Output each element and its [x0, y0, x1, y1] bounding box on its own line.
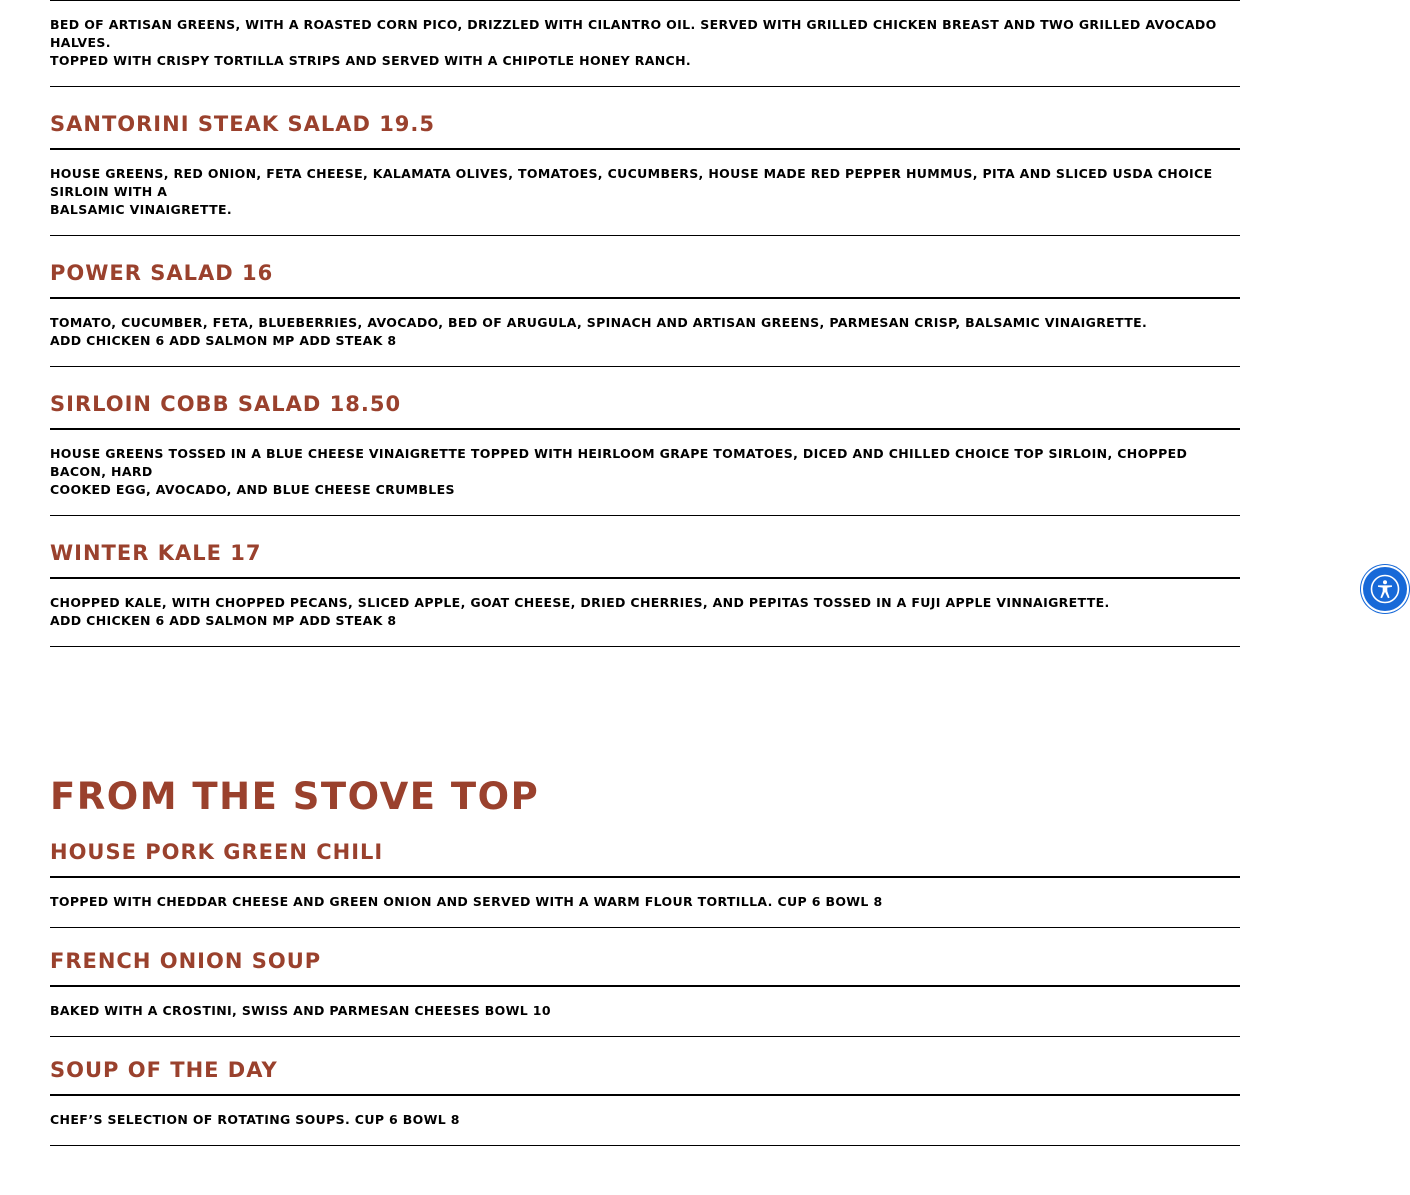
- description-line: TOPPED WITH CHEDDAR CHEESE AND GREEN ONION AND SERVED WITH A WARM FLOUR TORTILLA. CUP 6 BOWL 8: [50, 894, 883, 909]
- item-description: [50, 314, 1240, 350]
- accessibility-button[interactable]: [1363, 567, 1407, 611]
- item-description: [50, 893, 1240, 911]
- menu-item-house-pork-green-chili: [50, 819, 1240, 928]
- item-title: SOUP OF THE DAY: [50, 1057, 1240, 1096]
- item-description: [50, 1002, 1240, 1020]
- item-title: HOUSE PORK GREEN CHILI: [50, 839, 1240, 878]
- item-title: POWER SALAD 16: [50, 260, 1240, 299]
- menu-item-soup-of-the-day: [50, 1037, 1240, 1146]
- salad-description-partial: [50, 1, 1240, 87]
- item-description: [50, 165, 1240, 219]
- item-description-block: [50, 1096, 1240, 1146]
- item-description-block: [50, 878, 1240, 928]
- item-description-block: [50, 430, 1240, 516]
- item-title: SANTORINI STEAK SALAD 19.5: [50, 111, 1240, 150]
- menu-item-sirloin-cobb-salad: [50, 367, 1240, 516]
- section-title: FROM THE STOVE TOP: [50, 775, 540, 818]
- description-line: CHEF’S SELECTION OF ROTATING SOUPS. CUP 6 BOWL 8: [50, 1112, 460, 1127]
- description-line: BED OF ARTISAN GREENS, WITH A ROASTED CORN PICO, DRIZZLED WITH CILANTRO OIL. SERVED WITH GRILLED CHICKEN BREAST AND TWO GRILLED AVOCADO HALVES.: [50, 17, 1217, 50]
- description-line: HOUSE GREENS TOSSED IN A BLUE CHEESE VINAIGRETTE TOPPED WITH HEIRLOOM GRAPE TOMATOES, DICED AND CHILLED CHOICE TOP SIRLOIN, CHOPPED BACON, HARD: [50, 446, 1188, 479]
- section-spacer: [50, 647, 1240, 775]
- menu-page: [50, 0, 1240, 1146]
- item-description: [50, 16, 1240, 70]
- menu-item-french-onion-soup: [50, 928, 1240, 1037]
- menu-item-winter-kale: [50, 516, 1240, 647]
- item-description: [50, 445, 1240, 499]
- description-line: BALSAMIC VINAIGRETTE.: [50, 202, 232, 217]
- menu-item-power-salad: [50, 236, 1240, 367]
- item-description-block: [50, 150, 1240, 236]
- accessibility-person-icon: [1370, 574, 1400, 604]
- description-line: HOUSE GREENS, RED ONION, FETA CHEESE, KALAMATA OLIVES, TOMATOES, CUCUMBERS, HOUSE MADE RED PEPPER HUMMUS, PITA AND SLICED USDA CHOICE SIRLOIN WITH A: [50, 166, 1213, 199]
- description-line: CHOPPED KALE, WITH CHOPPED PECANS, SLICED APPLE, GOAT CHEESE, DRIED CHERRIES, AND PEPITAS TOSSED IN A FUJI APPLE VINNAIGRETTE.: [50, 595, 1110, 610]
- menu-item-santorini-steak-salad: [50, 87, 1240, 236]
- item-description-block: [50, 299, 1240, 367]
- item-description-block: [50, 579, 1240, 647]
- item-description: [50, 1111, 1240, 1129]
- description-line: COOKED EGG, AVOCADO, AND BLUE CHEESE CRUMBLES: [50, 482, 455, 497]
- item-description-block: [50, 987, 1240, 1037]
- stove-top-section-header: [50, 775, 1240, 819]
- description-line: TOMATO, CUCUMBER, FETA, BLUEBERRIES, AVOCADO, BED OF ARUGULA, SPINACH AND ARTISAN GREENS, PARMESAN CRISP, BALSAMIC VINAIGRETTE.: [50, 315, 1148, 330]
- description-line: BAKED WITH A CROSTINI, SWISS AND PARMESAN CHEESES BOWL 10: [50, 1003, 551, 1018]
- description-line: ADD CHICKEN 6 ADD SALMON MP ADD STEAK 8: [50, 613, 397, 628]
- description-line: TOPPED WITH CRISPY TORTILLA STRIPS AND SERVED WITH A CHIPOTLE HONEY RANCH.: [50, 53, 691, 68]
- item-description: [50, 594, 1240, 630]
- item-title: FRENCH ONION SOUP: [50, 948, 1240, 987]
- item-title: WINTER KALE 17: [50, 540, 1240, 579]
- description-line: ADD CHICKEN 6 ADD SALMON MP ADD STEAK 8: [50, 333, 397, 348]
- item-title: SIRLOIN COBB SALAD 18.50: [50, 391, 1240, 430]
